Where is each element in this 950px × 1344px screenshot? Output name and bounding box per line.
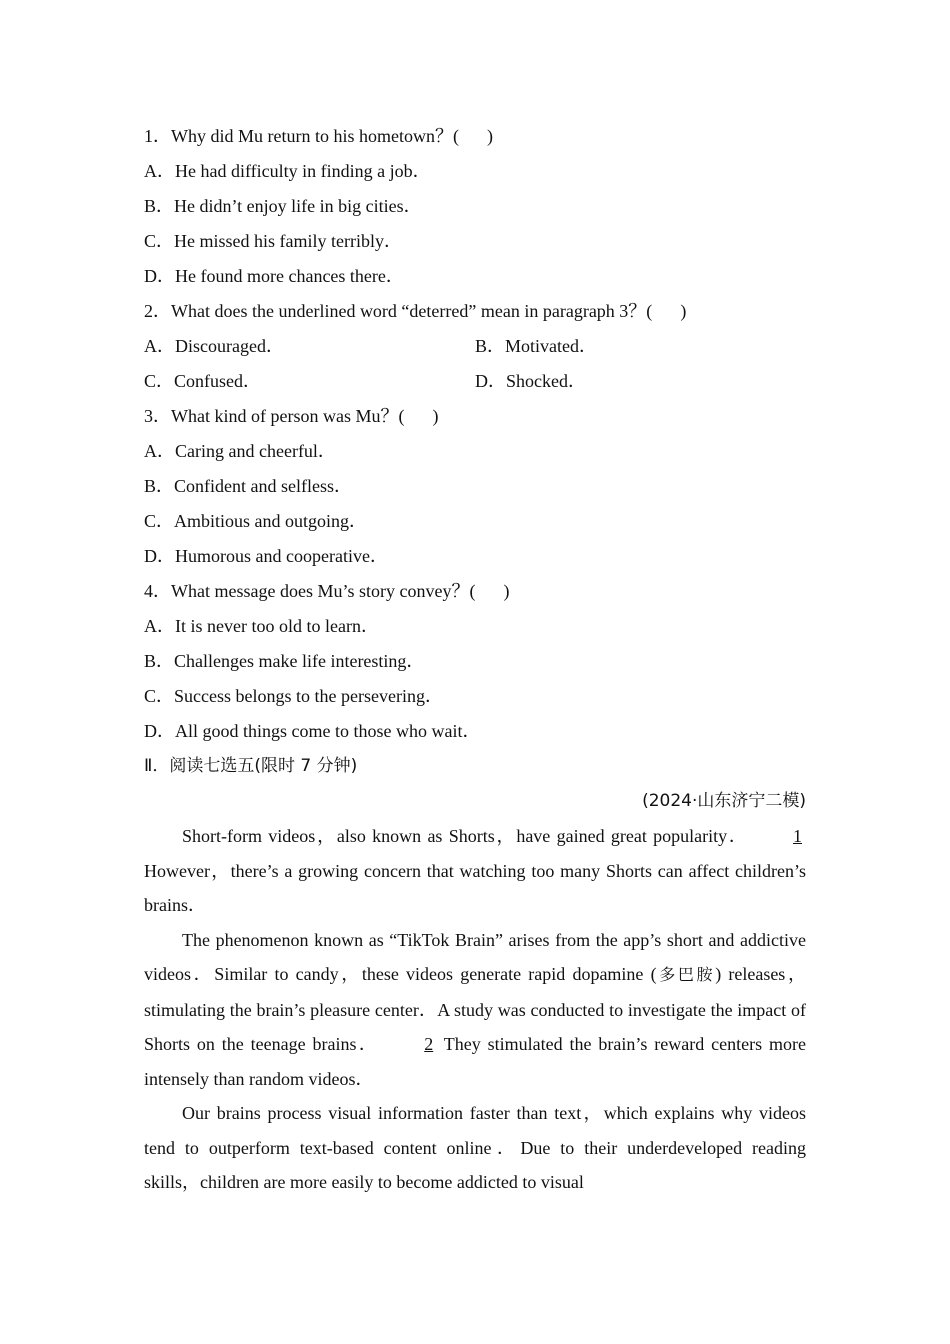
question-3-option-a: A．Caring and cheerful． <box>144 441 336 461</box>
question-2-option-d: D．Shocked． <box>475 371 586 391</box>
question-3-option-d: D．Humorous and cooperative． <box>144 546 388 566</box>
question-2-options-row-2 <box>144 364 806 399</box>
question-1-option-d: D．He found more chances there． <box>144 266 404 286</box>
question-stem-text: 2．What does the underlined word “deterred” mean in paragraph 3？( <box>144 301 653 321</box>
question-2-options-row-1 <box>144 329 806 364</box>
question-4-option-b: B．Challenges make life interesting． <box>144 651 425 671</box>
question-4-stem: 4．What message does Mu’s story convey？( ) <box>144 581 510 601</box>
document-page <box>144 119 806 1200</box>
question-2-option-c: C．Confused． <box>144 371 261 391</box>
source-citation: (2024·山东济宁二模) <box>642 791 806 811</box>
question-1-stem: 1．Why did Mu return to his hometown？( ) <box>144 126 493 146</box>
section-title: Ⅱ．阅读七选五(限时 7 分钟) <box>144 756 358 776</box>
blank-1: 1 <box>793 826 802 846</box>
question-3-option-c: C．Ambitious and outgoing． <box>144 511 368 531</box>
question-3-option-b: B．Confident and selfless． <box>144 476 352 496</box>
question-3-stem: 3．What kind of person was Mu？( ) <box>144 406 439 426</box>
question-1-option-a: A．He had difficulty in finding a job． <box>144 161 431 181</box>
question-4-option-a: A．It is never too old to learn． <box>144 616 379 636</box>
question-2-option-b: B．Motivated． <box>475 336 597 356</box>
question-2-option-a: A．Discouraged． <box>144 336 284 356</box>
passage-paragraph-2: The phenomenon known as “TikTok Brain” arises from the app’s short and addictive videos．Similar to candy，these videos generate rapid dopamine (多巴胺) releases，stimulating the brain’s pleasure center．A study was conducted to investigate the impact of Shorts on the teenage brains． 2 They stimulated the brain’s reward centers more intensely than random videos． <box>144 929 807 1089</box>
question-stem-text: 1．Why did Mu return to his hometown？( <box>144 126 459 146</box>
blank-2: 2 <box>424 1034 434 1054</box>
question-1-option-c: C．He missed his family terribly． <box>144 231 402 251</box>
question-4-option-c: C．Success belongs to the persevering． <box>144 686 443 706</box>
question-4-option-d: D．All good things come to those who wait． <box>144 721 481 741</box>
passage-paragraph-3: Our brains process visual information faster than text，which explains why videos tend to outperform text-based content online．Due to their underdeveloped reading skills，children are more easily to become addicted to visual <box>144 1103 806 1192</box>
question-2-stem: 2．What does the underlined word “deterred” mean in paragraph 3？( ) <box>144 301 687 321</box>
question-1-option-b: B．He didn’t enjoy life in big cities． <box>144 196 422 216</box>
passage-paragraph-1: Short-form videos，also known as Shorts，have gained great popularity． 1 However，there’s a growing concern that watching too many Shorts can affect children’s brains． <box>144 819 806 923</box>
question-stem-text: 3．What kind of person was Mu？( <box>144 406 405 426</box>
question-stem-text: 4．What message does Mu’s story convey？( <box>144 581 476 601</box>
